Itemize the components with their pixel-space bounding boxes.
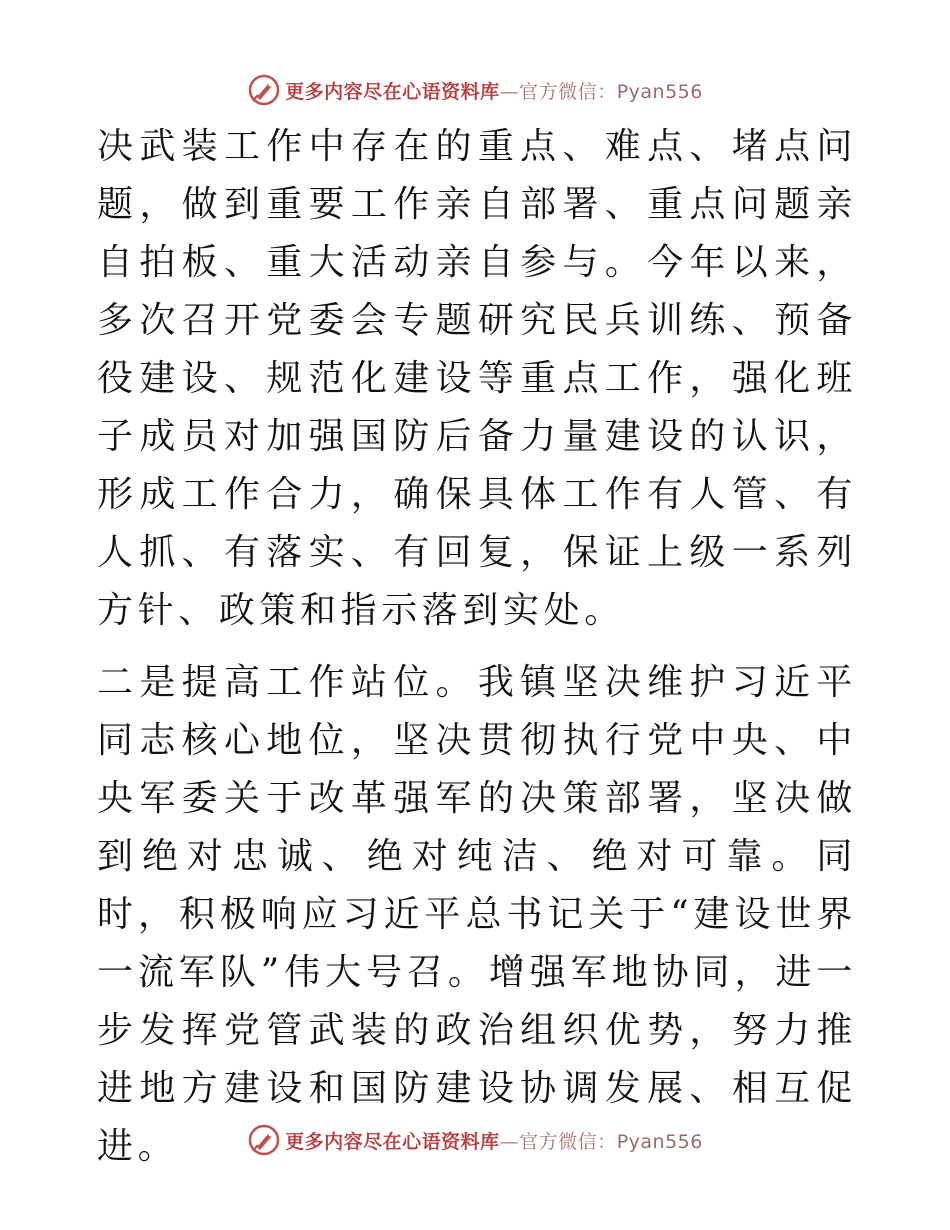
paragraph-1: 决武装工作中存在的重点、难点、堵点问题，做到重要工作亲自部署、重点问题亲自拍板、重大活动亲自参与。今年以来，多次召开党委会专题研究民兵训练、预备役建设、规范化建设等重点工作，强化班子成员对加强国防后备力量建设的认识，形成工作合力，确保具体工作有人管、有人抓、有落实、有回复，保证上级一系列方针、政策和指示落到实处。 — [97, 126, 857, 631]
watermark-text — [285, 1127, 703, 1154]
watermark-text — [285, 77, 703, 104]
pen-nib-logo-icon — [247, 1123, 281, 1157]
footer-watermark — [0, 1120, 950, 1160]
watermark-brand: 更多内容尽在心语资料库 — [285, 80, 500, 103]
watermark-account: Pyan556 — [616, 1130, 703, 1153]
paragraph-2: 二是提高工作站位。我镇坚决维护习近平同志核心地位，坚决贯彻执行党中央、中央军委关于改革强军的决策部署，坚决做到绝对忠诚、绝对纯洁、绝对可靠。同时，积极响应习近平总书记关于“建设世界一流军队”伟大号召。增强军地协同，进一步发挥党管武装的政治组织优势，努力推进地方建设和国防建设协调发展、相互促进。 — [97, 662, 857, 1167]
watermark-suffix: 官方微信： — [519, 1130, 617, 1153]
header-watermark — [0, 70, 950, 110]
watermark-brand: 更多内容尽在心语资料库 — [285, 1130, 500, 1153]
pen-nib-logo-icon — [247, 73, 281, 107]
watermark-suffix: 官方微信： — [519, 80, 617, 103]
watermark-separator: — — [499, 1130, 520, 1153]
watermark-separator: — — [499, 80, 520, 103]
document-body — [97, 118, 857, 1176]
watermark-account: Pyan556 — [616, 80, 703, 103]
